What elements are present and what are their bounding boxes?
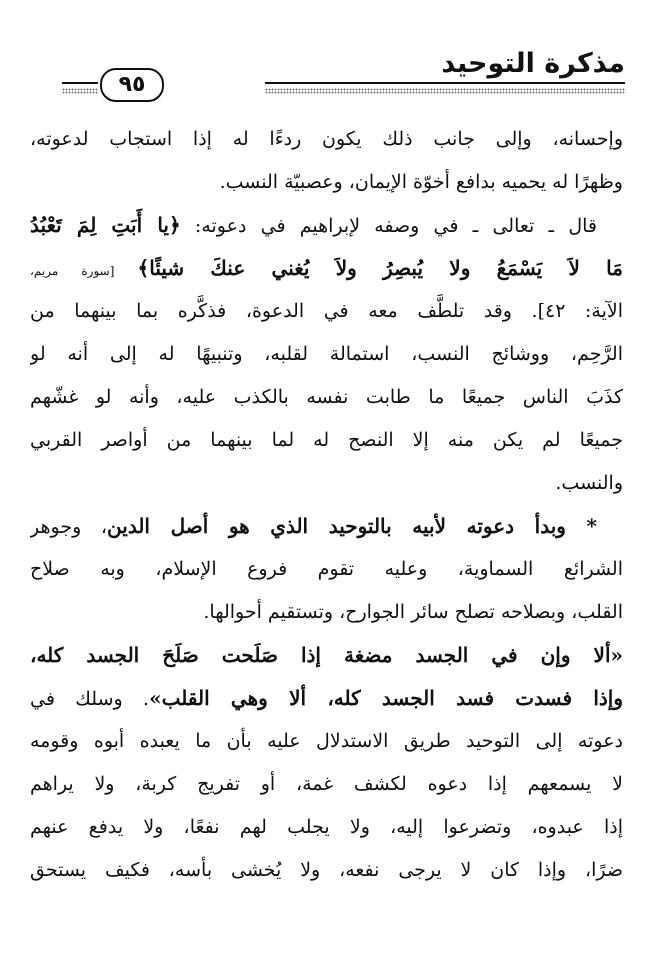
emphasized-text: مَا لاَ يَسْمَعُ ولا يُبصِرُ ولاَ يُغني عنكَ شيئًا﴾ [137, 256, 623, 280]
page-header [0, 0, 653, 115]
emphasized-text: * وبدأ دعوته لأبيه بالتوحيد الذي هو أصل الدين [107, 514, 597, 538]
text-line [30, 247, 623, 290]
text-line [30, 290, 623, 333]
text-segment: القلب، وبصلاحه تصلح سائر الجوارح، وتستقيم أحوالها. [203, 601, 623, 623]
text-segment: كذَبَ الناس جميعًا ما طابت نفسه بالكذب عليه، وأنه لو غشّهم [30, 386, 623, 408]
page-number-badge: ٩٥ [100, 68, 164, 102]
text-line [30, 763, 623, 806]
text-segment: وإحسانه، وإلى جانب ذلك يكون ردءًا له إذا استجاب لدعوته، [30, 128, 623, 150]
header-rule-right [265, 82, 625, 84]
emphasized-text: «ألا وإن في الجسد مضغة إذا صَلَحت صَلَحَ الجسد كله، [30, 643, 623, 667]
text-segment: قال ـ تعالى ـ في وصفه لإبراهيم في دعوته: [180, 215, 597, 237]
text-segment: دعوته إلى التوحيد طريق الاستدلال عليه بأن ما يعبده أبوه وقومه [30, 730, 623, 752]
text-line [30, 376, 623, 419]
body-text [30, 118, 623, 958]
header-dotted-rule-right [265, 88, 625, 94]
text-segment: ضرًا، وإذا كان لا يرجى نفعه، ولا يُخشى بأسه، فكيف يستحق [30, 859, 623, 881]
text-segment: إذا عبدوه، وتضرعوا إليه، ولا يجلب لهم نفعًا، ولا يدفع عنهم [30, 816, 623, 838]
citation-text: [سورة مريم، [30, 264, 138, 278]
text-segment: والنسب. [555, 472, 623, 494]
text-segment: الرَّحِم، ووشائج النسب، استمالة لقلبه، وتنبيهًا له إلى أنه لو [30, 343, 623, 365]
header-rule-left [62, 82, 98, 84]
text-line [30, 677, 623, 720]
text-line [30, 634, 623, 677]
text-segment: لا يسمعهم إذا دعوه لكشف غمة، أو تفريج كربة، ولا يراهم [30, 773, 623, 795]
text-line [30, 161, 623, 204]
text-segment: جميعًا لم يكن منه إلا النصح له لما بينهما من أواصر القربي [30, 429, 623, 451]
text-line [30, 462, 623, 505]
emphasized-text: وإذا فسدت فسد الجسد كله، ألا وهي القلب» [149, 686, 623, 710]
text-line [30, 591, 623, 634]
header-dotted-rule-left [62, 88, 98, 94]
text-line [30, 720, 623, 763]
text-segment: وظهرًا له يحميه بدافع أخوّة الإيمان، وعصبيّة النسب. [219, 171, 623, 193]
text-line [30, 505, 623, 548]
text-segment: الآية: ٤٢]. وقد تلطَّف معه في الدعوة، فذكَّره بما بينهما من [30, 300, 623, 322]
text-segment: . وسلك في [30, 688, 150, 710]
emphasized-text: ﴿يا أَبَتِ لِمَ تَعْبُدُ [30, 213, 181, 237]
text-line [30, 806, 623, 849]
text-line [30, 419, 623, 462]
running-title: مذكرة التوحيد [441, 48, 625, 79]
text-segment: ، وجوهر [30, 516, 108, 538]
text-line [30, 118, 623, 161]
text-line [30, 204, 623, 247]
text-line [30, 333, 623, 376]
text-segment: الشرائع السماوية، وعليه تقوم فروع الإسلام، وبه صلاح [30, 558, 623, 580]
text-line [30, 849, 623, 892]
text-line [30, 548, 623, 591]
